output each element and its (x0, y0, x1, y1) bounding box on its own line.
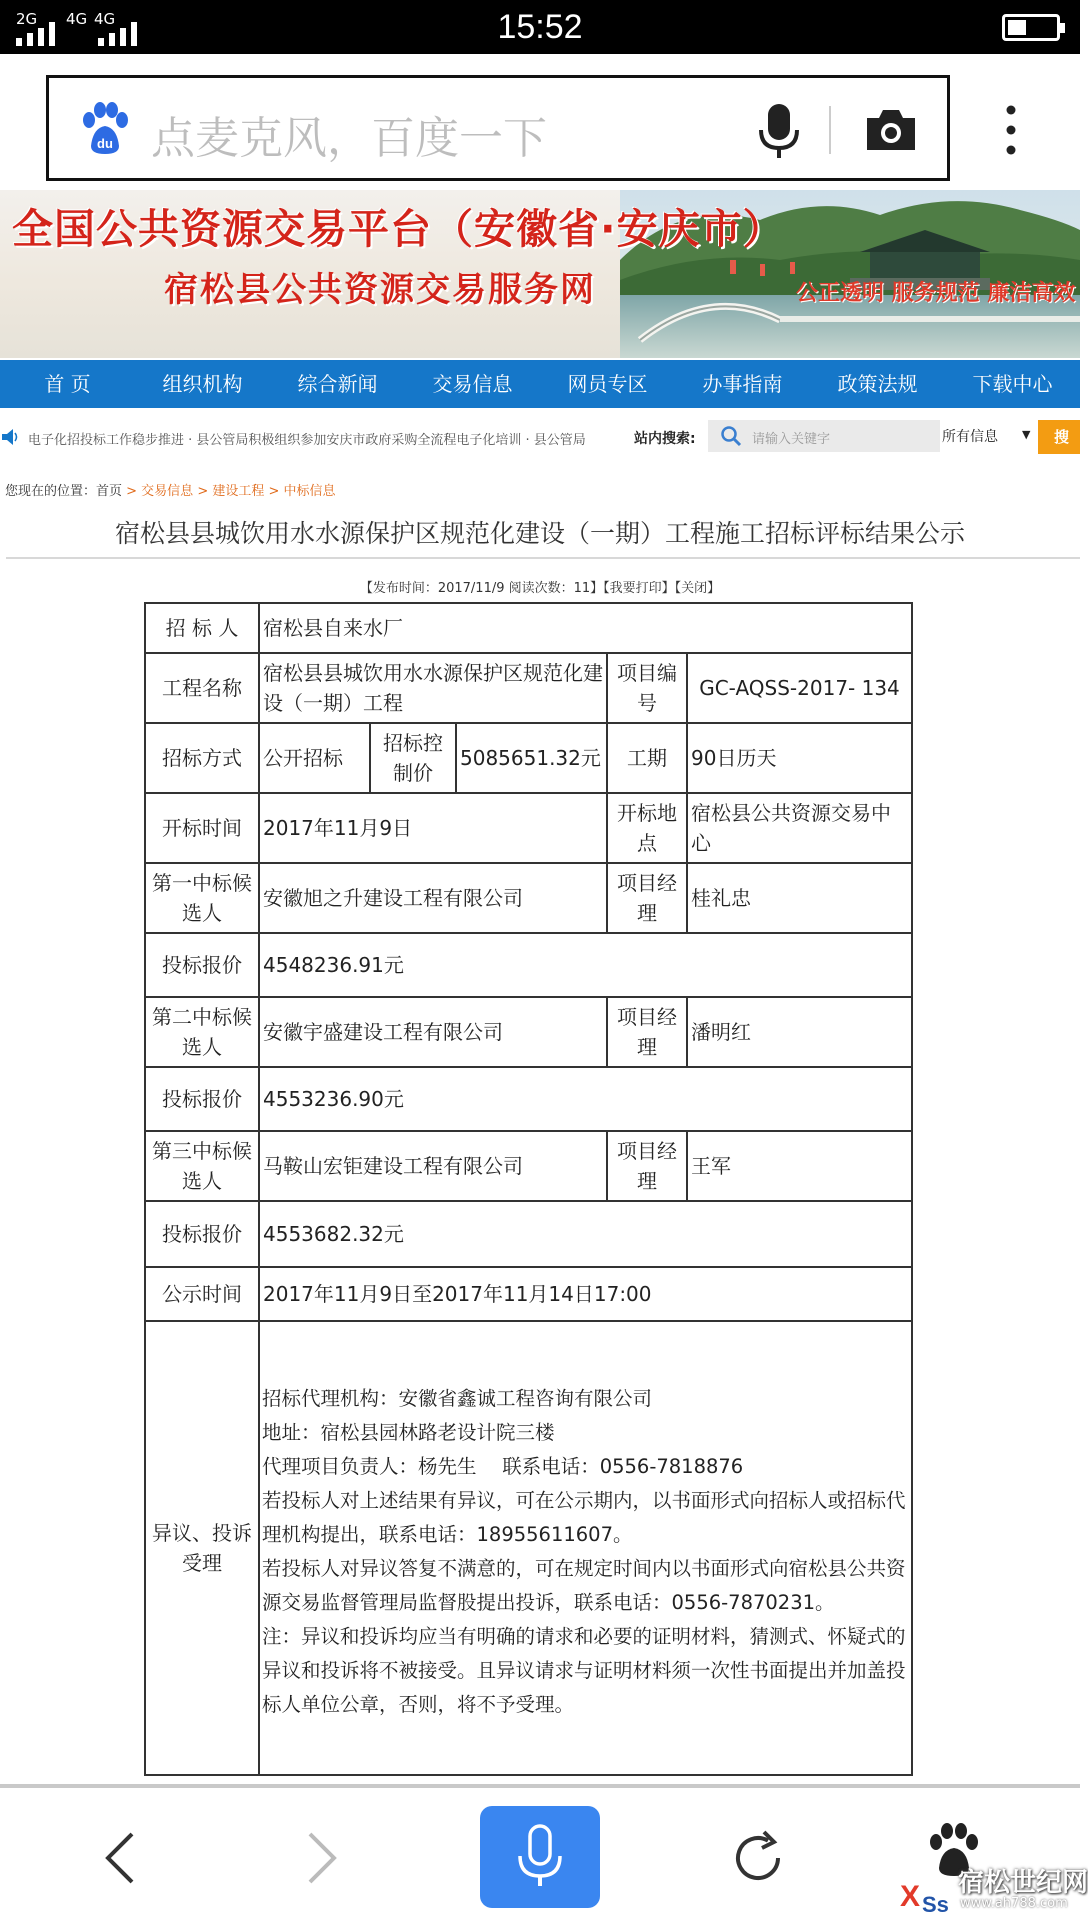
table-cell: 招标控制价 (370, 723, 456, 793)
note-line: 招标代理机构：安徽省鑫诚工程咨询有限公司 (262, 1387, 653, 1410)
table-cell: 开标时间 (145, 793, 259, 863)
table-row (145, 653, 912, 723)
table-cell: 90日历天 (687, 723, 912, 793)
table-row (145, 723, 912, 793)
banner-title: 全国公共资源交易平台（安徽省·安庆市） (12, 205, 785, 253)
site-search-input[interactable]: 请输入关键字 (752, 432, 831, 447)
watermark-name: 宿松世纪网 (958, 1868, 1088, 1898)
svg-text:Ss: Ss (922, 1892, 949, 1917)
browser-toolbar (0, 1788, 1088, 1920)
table-cell: 项目经理 (607, 863, 687, 933)
table-cell: 异议、投诉受理 (145, 1321, 259, 1775)
note-line: 若投标人对异议答复不满意的，可在规定时间内以书面形式向宿松县公共资源交易监督管理局监督股提出投诉，联系电话：0556-7870231。 (262, 1557, 906, 1614)
table-row (145, 863, 912, 933)
nav-download[interactable]: 下载中心 (972, 372, 1053, 396)
breadcrumb-home[interactable]: 您现在的位置：首页 (5, 484, 123, 499)
table-cell: 宿松县自来水厂 (259, 603, 912, 653)
ticker-row (0, 420, 1080, 480)
table-cell: 开标地点 (607, 793, 687, 863)
table-row (145, 1267, 912, 1321)
breadcrumb-trade-info[interactable]: > 交易信息 (122, 484, 194, 499)
refresh-icon[interactable] (728, 1828, 788, 1888)
camera-icon[interactable] (863, 106, 919, 154)
table-cell: 潘明红 (687, 997, 912, 1067)
signal-label-2g: 2G (16, 10, 38, 28)
main-nav (0, 360, 1080, 408)
site-search-button[interactable]: 搜索 (1038, 420, 1080, 454)
table-cell: 工程名称 (145, 653, 259, 723)
table-cell: 招标方式 (145, 723, 259, 793)
nav-home[interactable]: 首 页 (44, 372, 91, 396)
voice-search-button[interactable] (480, 1806, 600, 1908)
table-cell: 招 标 人 (145, 603, 259, 653)
site-search-label: 站内搜索: (634, 431, 696, 447)
table-cell: 桂礼忠 (687, 863, 912, 933)
nav-trade-info[interactable]: 交易信息 (432, 372, 513, 396)
battery-icon (1002, 14, 1060, 41)
breadcrumb (5, 480, 336, 499)
search-icon (720, 425, 742, 447)
table-cell: 安徽旭之升建设工程有限公司 (259, 863, 607, 933)
signal-label-4g-2: 4G (94, 10, 116, 28)
more-menu-icon[interactable] (998, 104, 1024, 156)
watermark (900, 1862, 1088, 1918)
clock: 15:52 (497, 8, 583, 46)
nav-guide[interactable]: 办事指南 (702, 372, 783, 396)
note-line: 若投标人对上述结果有异议，可在公示期内，以书面形式向招标人或招标代理机构提出，联系电话：18955611607。 (262, 1489, 906, 1546)
result-table (144, 602, 911, 1776)
banner-subtitle: 宿松县公共资源交易服务网 (164, 270, 596, 310)
scope-select[interactable]: 所有信息 (942, 429, 998, 445)
nav-news[interactable]: 综合新闻 (297, 372, 378, 396)
breadcrumb-construction[interactable]: > 建设工程 (193, 484, 265, 499)
microphone-icon[interactable] (749, 100, 809, 162)
svg-text:X: X (900, 1880, 921, 1913)
table-cell: 投标报价 (145, 1201, 259, 1267)
table-row (145, 1131, 912, 1201)
nav-policy[interactable]: 政策法规 (837, 372, 918, 396)
nav-member-zone[interactable]: 网员专区 (567, 372, 648, 396)
table-cell: 5085651.32元 (456, 723, 607, 793)
forward-icon[interactable] (296, 1828, 346, 1888)
article-meta: 【发布时间：2017/11/9 阅读次数：11】【我要打印】【关闭】 (359, 581, 721, 596)
chevron-down-icon[interactable]: ▼ (1022, 428, 1031, 441)
table-cell: 第三中标候选人 (145, 1131, 259, 1201)
news-ticker[interactable]: 电子化招投标工作稳步推进 · 县公管局积极组织参加安庆市政府采购全流程电子化培训 · 县公管局 (28, 433, 586, 448)
search-bar[interactable] (46, 75, 950, 181)
microphone-icon (514, 1824, 566, 1890)
table-row (145, 933, 912, 997)
back-icon[interactable] (96, 1828, 146, 1888)
divider (6, 557, 1080, 559)
site-search-field[interactable] (708, 420, 940, 452)
table-cell: 项目经理 (607, 997, 687, 1067)
table-cell: 王军 (687, 1131, 912, 1201)
table-cell: 2017年11月9日至2017年11月14日17:00 (259, 1267, 912, 1321)
site-banner (0, 190, 1080, 358)
table-cell: GC-AQSS-2017- 134 (687, 653, 912, 723)
table-row (145, 1201, 912, 1267)
table-row (145, 997, 912, 1067)
speaker-icon (2, 428, 20, 446)
banner-slogan: 公正透明 服务规范 廉洁高效 (796, 281, 1076, 306)
table-cell: 4553236.90元 (259, 1067, 912, 1131)
nav-organization[interactable]: 组织机构 (162, 372, 243, 396)
objection-notes (259, 1321, 912, 1775)
divider (829, 106, 831, 154)
search-input[interactable]: 点麦克风，百度一下 (151, 113, 547, 164)
page-title: 宿松县县城饮用水水源保护区规范化建设（一期）工程施工招标评标结果公示 (114, 519, 965, 548)
table-cell: 公示时间 (145, 1267, 259, 1321)
table-cell: 宿松县公共资源交易中心 (687, 793, 912, 863)
note-line: 地址：宿松县园林路老设计院三楼 (262, 1421, 555, 1444)
watermark-url: www.ah788.com (960, 1896, 1068, 1911)
table-cell: 第二中标候选人 (145, 997, 259, 1067)
table-row (145, 603, 912, 653)
signal-label-4g: 4G (66, 10, 88, 28)
table-row (145, 793, 912, 863)
table-cell: 马鞍山宏钜建设工程有限公司 (259, 1131, 607, 1201)
baidu-paw-icon (79, 102, 131, 156)
table-cell: 宿松县县城饮用水水源保护区规范化建设（一期）工程 (259, 653, 607, 723)
table-row (145, 1067, 912, 1131)
table-cell: 投标报价 (145, 933, 259, 997)
svg-text:du: du (97, 136, 113, 151)
table-row (145, 1321, 912, 1775)
breadcrumb-winning-info[interactable]: > 中标信息 (264, 484, 336, 499)
table-cell: 项目编号 (607, 653, 687, 723)
watermark-logo-icon (900, 1862, 960, 1918)
note-line: 代理项目负责人：杨先生 联系电话：0556-7818876 (262, 1455, 744, 1478)
table-cell: 4553682.32元 (259, 1201, 912, 1267)
table-cell: 2017年11月9日 (259, 793, 607, 863)
table-cell: 项目经理 (607, 1131, 687, 1201)
table-cell: 第一中标候选人 (145, 863, 259, 933)
note-line: 注：异议和投诉均应当有明确的请求和必要的证明材料，猜测式、怀疑式的异议和投诉将不被接受。且异议请求与证明材料须一次性书面提出并加盖投标人单位公章，否则，将不予受理。 (262, 1625, 906, 1716)
table-cell: 投标报价 (145, 1067, 259, 1131)
table-cell: 工期 (607, 723, 687, 793)
table-cell: 4548236.91元 (259, 933, 912, 997)
status-bar (0, 0, 1080, 54)
table-cell: 公开招标 (259, 723, 370, 793)
table-cell: 安徽宇盛建设工程有限公司 (259, 997, 607, 1067)
